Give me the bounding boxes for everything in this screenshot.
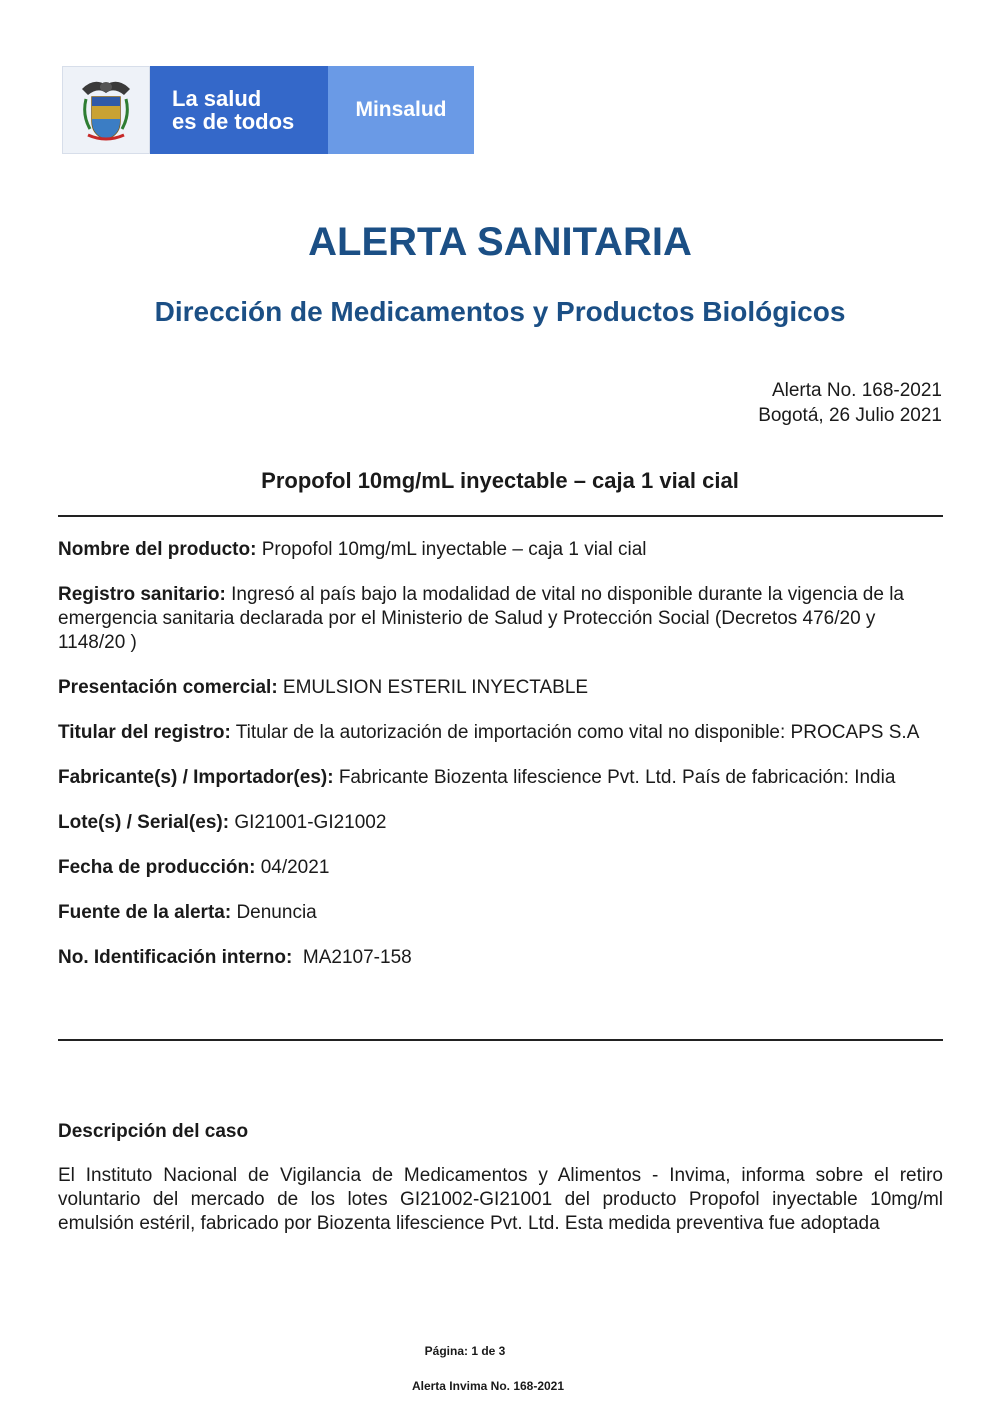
field-label: Fuente de la alerta: (58, 902, 232, 923)
field-label: Titular del registro: (58, 722, 231, 743)
colombia-coat-of-arms-icon (62, 66, 150, 154)
field-value: 04/2021 (255, 857, 330, 878)
field-titular-registro (58, 721, 943, 745)
divider-top (58, 515, 943, 517)
field-label: No. Identificación interno: (58, 947, 293, 968)
minsalud-logo (62, 66, 474, 154)
field-value: GI21001-GI21002 (229, 812, 387, 833)
page-title: ALERTA SANITARIA (308, 220, 692, 264)
field-value: Ingresó al país bajo la modalidad de vital no disponible durante la vigencia de la emergencia sanitaria declarada por el Ministerio de Salud y Protección Social (Decretos 476/20 y 1148/20 ) (58, 584, 904, 653)
field-lotes-seriales (58, 811, 943, 835)
slogan-line-2: es de todos (172, 109, 295, 134)
field-nombre-producto (58, 538, 943, 562)
field-value: MA2107-158 (292, 947, 412, 968)
slogan-line-1: La salud (172, 86, 262, 111)
field-label: Presentación comercial: (58, 677, 278, 698)
field-fecha-produccion (58, 856, 943, 880)
alert-number: Alerta No. 168-2021 (771, 380, 942, 401)
field-presentacion-comercial (58, 676, 943, 700)
field-fuente-alerta (58, 901, 943, 925)
field-value: Denuncia (231, 902, 317, 923)
product-fields (58, 538, 943, 991)
logo-brand: Minsalud (328, 66, 474, 154)
footer-page-number: Página: 1 de 3 (424, 1344, 506, 1358)
field-value: Titular de la autorización de importación como vital no disponible: PROCAPS S.A (230, 722, 920, 743)
logo-slogan (150, 66, 328, 154)
field-identificacion-interno (58, 946, 943, 970)
place-date: Bogotá, 26 Julio 2021 (758, 405, 942, 426)
field-label: Registro sanitario: (58, 584, 226, 605)
field-value: EMULSION ESTERIL INYECTABLE (277, 677, 589, 698)
field-value: Propofol 10mg/mL inyectable – caja 1 vial cial (256, 539, 647, 560)
field-label: Lote(s) / Serial(es): (58, 812, 230, 833)
divider-bottom (58, 1039, 943, 1041)
field-registro-sanitario (58, 583, 943, 655)
field-label: Fabricante(s) / Importador(es): (58, 767, 334, 788)
field-value: Fabricante Biozenta lifescience Pvt. Ltd. País de fabricación: India (333, 767, 896, 788)
description-body: El Instituto Nacional de Vigilancia de Medicamentos y Alimentos - Invima, informa sobre el retiro voluntario del mercado de los lotes GI21002-GI21001 del producto Propofol inyectable 10mg/ml emulsión estéril, fabricado por Biozenta lifescience Pvt. Ltd. Esta medida preventiva fue adoptada (58, 1165, 943, 1234)
field-label: Nombre del producto: (58, 539, 257, 560)
alert-meta (758, 378, 942, 428)
page-subtitle: Dirección de Medicamentos y Productos Biológicos (154, 296, 846, 327)
field-fabricante-importador (58, 766, 943, 790)
product-heading: Propofol 10mg/mL inyectable – caja 1 vial cial (261, 468, 739, 493)
description-title: Descripción del caso (58, 1121, 249, 1142)
field-label: Fecha de producción: (58, 857, 256, 878)
footer-reference: Alerta Invima No. 168-2021 (411, 1379, 565, 1393)
